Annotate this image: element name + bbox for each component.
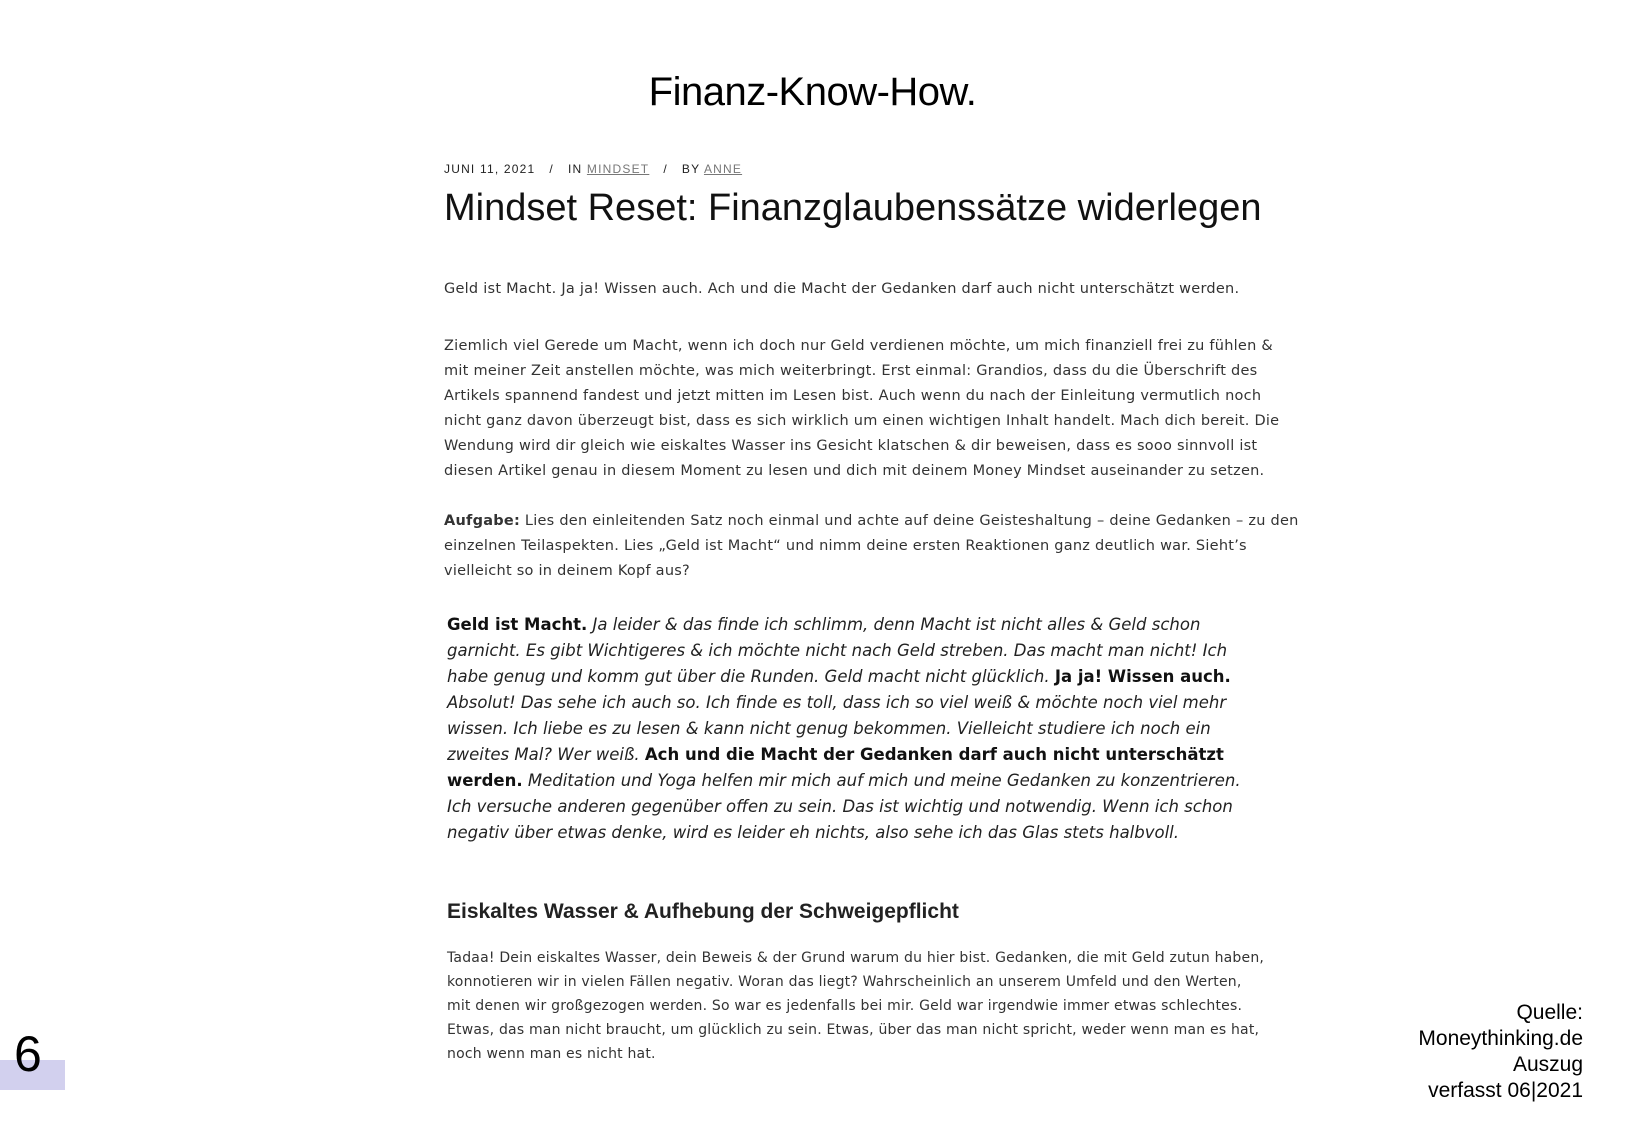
quote-bold-1: Geld ist Macht. <box>447 615 588 634</box>
post-date: JUNI 11, 2021 <box>444 162 536 176</box>
body-paragraph: Ziemlich viel Gerede um Macht, wenn ich doch nur Geld verdienen möchte, um mich finanziell frei zu fühlen & mit meiner Zeit anstellen möchte, was mich weiterbringt. Erst einmal: Grandios, dass du die Überschrift des Artikels spannend fandest und jetzt mitten im Lesen bist. Auch wenn du nach der Einleitung vermutlich noch nicht ganz davon überzeugt bist, dass es sich wirklich um einen wichtigen Inhalt handelt. Mach dich bereit. Die Wendung wird dir gleich wie eiskaltes Wasser ins Gesicht klatschen & dir beweisen, dass es sooo sinnvoll ist diesen Artikel genau in diesem Moment zu lesen und dich mit deinem Money Mindset auseinander zu setzen. <box>444 338 1280 479</box>
quote-italic-1: Ja leider & das finde ich schlimm, denn Macht ist nicht alles & Geld schon garnicht. Es gibt Wichtigeres & ich möchte nicht nach Geld streben. Das macht man nicht! Ich habe genug und komm gut über die Runden. Geld macht nicht glücklich. <box>447 615 1228 686</box>
meta-separator: / <box>663 162 668 176</box>
source-date: verfasst 06|2021 <box>1428 1079 1583 1102</box>
author-label: BY <box>681 162 701 176</box>
post-title: Mindset Reset: Finanzglaubenssätze widerlegen <box>444 187 1262 229</box>
task-text: Lies den einleitenden Satz noch einmal und achte auf deine Geisteshaltung – deine Gedanken – zu den einzelnen Teilaspekten. Lies „Geld ist Macht“ und nimm deine ersten Reaktionen ganz deutlich war. Sieht’s vielleicht so in deinem Kopf aus? <box>444 513 1299 579</box>
quote-bold-3: Ach und die Macht der Gedanken darf auch nicht unterschätzt werden. <box>447 745 1224 790</box>
quote-block <box>447 612 1267 846</box>
section-heading: Eiskaltes Wasser & Aufhebung der Schweigepflicht <box>447 900 959 923</box>
meta-separator: / <box>549 162 554 176</box>
article <box>444 162 1299 1080</box>
quote-italic-2: Absolut! Das sehe ich auch so. Ich finde es toll, dass ich so viel weiß & möchte noch viel mehr wissen. Ich liebe es zu lesen & kann nicht genug bekommen. Vielleicht studiere ich noch ein zweites Mal? Wer weiß. <box>447 693 1227 764</box>
source-label: Quelle: <box>1516 1001 1583 1024</box>
source-excerpt: Auszug <box>1512 1053 1583 1076</box>
quote-bold-2: Ja ja! Wissen auch. <box>1054 667 1231 686</box>
author-link[interactable]: ANNE <box>703 162 743 176</box>
task-label: Aufgabe: <box>444 513 521 529</box>
page-number: 6 <box>14 1026 42 1082</box>
slide-title: Finanz-Know-How. <box>648 70 977 114</box>
category-link[interactable]: MINDSET <box>586 162 650 176</box>
source-site: Moneythinking.de <box>1418 1027 1583 1050</box>
task-paragraph <box>444 509 1299 584</box>
intro-paragraph: Geld ist Macht. Ja ja! Wissen auch. Ach und die Macht der Gedanken darf auch nicht unterschätzt werden. <box>444 281 1240 297</box>
section-paragraph: Tadaa! Dein eiskaltes Wasser, dein Beweis & der Grund warum du hier bist. Gedanken, die mit Geld zutun haben, konnotieren wir in vielen Fällen negativ. Woran das liegt? Wahrscheinlich an unserem Umfeld und den Werten, mit denen wir großgezogen werden. So war es jedenfalls bei mir. Geld war irgendwie immer etwas schlechtes. Etwas, das man nicht braucht, um glücklich zu sein. Etwas, über das man nicht spricht, weder wenn man es hat, noch wenn man es nicht hat. <box>447 950 1265 1062</box>
category-label: IN <box>567 162 583 176</box>
source-note <box>1418 1000 1583 1104</box>
post-meta <box>444 162 1299 176</box>
quote-italic-3: Meditation und Yoga helfen mir mich auf mich und meine Gedanken zu konzentrieren. Ich versuche anderen gegenüber offen zu sein. Das ist wichtig und notwendig. Wenn ich schon negativ über etwas denke, wird es leider eh nichts, also sehe ich das Glas stets halbvoll. <box>447 771 1241 842</box>
